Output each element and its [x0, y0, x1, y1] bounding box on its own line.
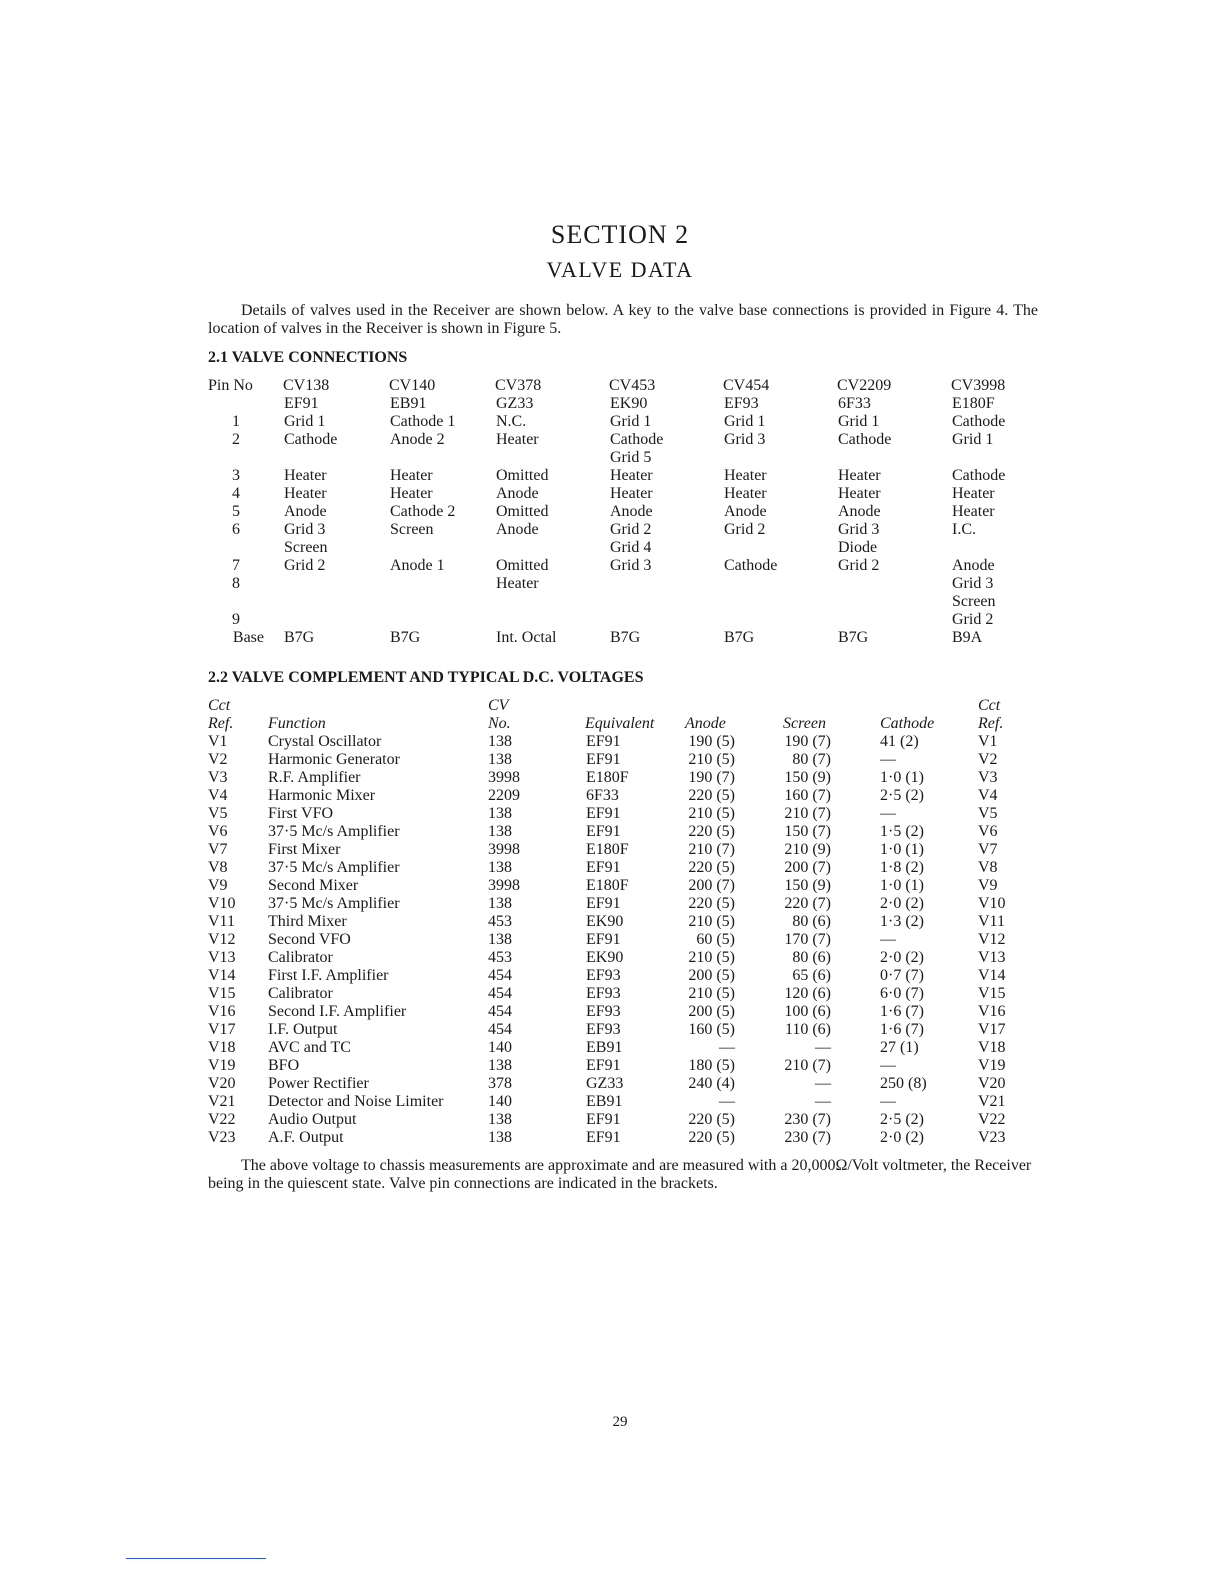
- pin-function: Grid 3: [610, 557, 652, 574]
- valve-equivalent: EK90: [586, 949, 624, 966]
- anode-voltage: 220 (5): [688, 787, 735, 804]
- header-anode: Anode: [685, 715, 726, 732]
- cv-number: 453: [488, 949, 512, 966]
- cct-ref-right: V22: [978, 1111, 1006, 1128]
- pin-function: Heater: [496, 575, 539, 592]
- pin-number: 4: [232, 485, 240, 502]
- valve-function: 37·5 Mc/s Amplifier: [268, 823, 400, 840]
- cct-ref-right: V17: [978, 1021, 1006, 1038]
- valve-equivalent: EF93: [586, 1003, 621, 1020]
- header-no: No.: [488, 715, 511, 732]
- cct-ref-right: V8: [978, 859, 998, 876]
- pin-function: Anode: [724, 503, 767, 520]
- cv-number: 454: [488, 967, 512, 984]
- valve-type-header: 6F33: [838, 395, 871, 412]
- cv-number: 2209: [488, 787, 520, 804]
- valve-function: BFO: [268, 1057, 300, 1074]
- pin-function: Heater: [284, 485, 327, 502]
- cct-ref: V19: [208, 1057, 236, 1074]
- cct-ref-right: V6: [978, 823, 998, 840]
- cv-number: 138: [488, 733, 512, 750]
- valve-function: Harmonic Mixer: [268, 787, 376, 804]
- cct-ref: V1: [208, 733, 228, 750]
- cathode-voltage: 2·0 (2): [880, 1129, 924, 1146]
- cct-ref-right: V3: [978, 769, 998, 786]
- pin-number: 8: [232, 575, 240, 592]
- valve-function: Second VFO: [268, 931, 351, 948]
- anode-voltage: 200 (5): [688, 967, 735, 984]
- screen-voltage: 170 (7): [784, 931, 831, 948]
- cv-number: 138: [488, 751, 512, 768]
- pin-no-header: Pin No: [208, 377, 253, 394]
- cct-ref: V7: [208, 841, 228, 858]
- cv-number: 138: [488, 805, 512, 822]
- pin-function: Grid 2: [610, 521, 652, 538]
- screen-voltage: 230 (7): [784, 1111, 831, 1128]
- cv-number: 3998: [488, 877, 520, 894]
- anode-voltage: —: [719, 1039, 735, 1056]
- cct-ref-right: V13: [978, 949, 1006, 966]
- valve-function: Second I.F. Amplifier: [268, 1003, 407, 1020]
- pin-function: Grid 2: [284, 557, 326, 574]
- pin-function: Anode: [284, 503, 327, 520]
- cathode-voltage: 1·8 (2): [880, 859, 924, 876]
- anode-voltage: 200 (7): [688, 877, 735, 894]
- page-number: 29: [612, 1414, 628, 1430]
- cct-ref-right: V11: [978, 913, 1005, 930]
- cct-ref-right: V10: [978, 895, 1006, 912]
- base-type: B7G: [838, 629, 869, 646]
- valve-type-header: EF91: [284, 395, 319, 412]
- valve-equivalent: EB91: [586, 1039, 623, 1056]
- cv-number: 454: [488, 1003, 512, 1020]
- pin-function: Cathode 2: [390, 503, 456, 520]
- valve-cv-header: CV140: [389, 377, 436, 394]
- pin-function: Cathode: [838, 431, 892, 448]
- screen-voltage: 150 (9): [784, 877, 831, 894]
- cct-ref: V23: [208, 1129, 236, 1146]
- screen-voltage: —: [815, 1039, 831, 1056]
- pin-function: Heater: [952, 485, 995, 502]
- pin-function: Anode 2: [390, 431, 445, 448]
- anode-voltage: 210 (5): [688, 985, 735, 1002]
- cct-ref-right: V19: [978, 1057, 1006, 1074]
- base-type: Int. Octal: [496, 629, 557, 646]
- screen-voltage: 100 (6): [784, 1003, 831, 1020]
- valve-equivalent: EF91: [586, 805, 621, 822]
- valve-equivalent: GZ33: [586, 1075, 624, 1092]
- pin-number: 1: [232, 413, 240, 430]
- valve-function: Calibrator: [268, 985, 333, 1002]
- valve-equivalent: E180F: [586, 841, 629, 858]
- valve-type-header: E180F: [952, 395, 995, 412]
- anode-voltage: 200 (5): [688, 1003, 735, 1020]
- cct-ref: V16: [208, 1003, 236, 1020]
- valve-equivalent: EK90: [586, 913, 624, 930]
- cct-ref: V18: [208, 1039, 236, 1056]
- anode-voltage: 220 (5): [688, 859, 735, 876]
- pin-function: Cathode: [724, 557, 778, 574]
- cathode-voltage: 27 (1): [880, 1039, 919, 1056]
- pin-function: Grid 1: [724, 413, 766, 430]
- cathode-voltage: —: [880, 1057, 896, 1074]
- anode-voltage: 210 (5): [688, 805, 735, 822]
- pin-function: Grid 5: [610, 449, 652, 466]
- cathode-voltage: 2·5 (2): [880, 787, 924, 804]
- valve-equivalent: EF91: [586, 751, 621, 768]
- cct-ref: V13: [208, 949, 236, 966]
- valve-equivalent: EF91: [586, 931, 621, 948]
- pin-function: Heater: [284, 467, 327, 484]
- valve-cv-header: CV454: [723, 377, 770, 394]
- cct-ref-right: V16: [978, 1003, 1006, 1020]
- cathode-voltage: 1·6 (7): [880, 1021, 924, 1038]
- valve-function: First Mixer: [268, 841, 341, 858]
- header-ref: Ref.: [208, 715, 234, 732]
- cv-number: 3998: [488, 841, 520, 858]
- cct-ref: V10: [208, 895, 236, 912]
- pin-function: Grid 2: [838, 557, 880, 574]
- pin-number: 7: [232, 557, 240, 574]
- pin-function: Anode: [952, 557, 995, 574]
- cathode-voltage: —: [880, 805, 896, 822]
- header-ref-right: Ref.: [978, 715, 1004, 732]
- pin-function: Grid 1: [838, 413, 880, 430]
- cathode-voltage: 1·0 (1): [880, 841, 924, 858]
- cct-ref-right: V21: [978, 1093, 1006, 1110]
- pin-function: Anode: [496, 521, 539, 538]
- header-function: Function: [268, 715, 326, 732]
- screen-voltage: 65 (6): [792, 967, 831, 984]
- cct-ref: V22: [208, 1111, 236, 1128]
- screen-voltage: 80 (6): [792, 913, 831, 930]
- pin-function: Grid 4: [610, 539, 652, 556]
- pin-function: Anode: [610, 503, 653, 520]
- cct-ref: V4: [208, 787, 228, 804]
- cct-ref-right: V23: [978, 1129, 1006, 1146]
- valve-type-header: GZ33: [496, 395, 534, 412]
- anode-voltage: 190 (7): [688, 769, 735, 786]
- anode-voltage: 60 (5): [696, 931, 735, 948]
- anode-voltage: 190 (5): [688, 733, 735, 750]
- cathode-voltage: 6·0 (7): [880, 985, 924, 1002]
- valve-equivalent: EF91: [586, 1057, 621, 1074]
- screen-voltage: 190 (7): [784, 733, 831, 750]
- cct-ref-right: V1: [978, 733, 998, 750]
- cct-ref: V5: [208, 805, 228, 822]
- anode-voltage: 220 (5): [688, 895, 735, 912]
- valve-equivalent: 6F33: [586, 787, 619, 804]
- pin-function: Grid 1: [610, 413, 652, 430]
- pin-function: Heater: [952, 503, 995, 520]
- header-cathode: Cathode: [880, 715, 935, 732]
- valve-type-header: EK90: [610, 395, 648, 412]
- cv-number: 378: [488, 1075, 512, 1092]
- valve-connections-heading: 2.1 VALVE CONNECTIONS: [208, 349, 408, 366]
- anode-voltage: 240 (4): [688, 1075, 735, 1092]
- valve-equivalent: EF93: [586, 985, 621, 1002]
- valve-equivalent: EB91: [586, 1093, 623, 1110]
- valve-function: Harmonic Generator: [268, 751, 400, 768]
- valve-function: 37·5 Mc/s Amplifier: [268, 895, 400, 912]
- pin-function: Cathode: [284, 431, 338, 448]
- valve-type-header: EF93: [724, 395, 759, 412]
- cct-ref: V20: [208, 1075, 236, 1092]
- screen-voltage: 80 (6): [792, 949, 831, 966]
- cv-number: 3998: [488, 769, 520, 786]
- header-cct-right: Cct: [978, 697, 1001, 714]
- valve-equivalent: EF91: [586, 859, 621, 876]
- screen-voltage: —: [815, 1075, 831, 1092]
- pin-function: Heater: [724, 485, 767, 502]
- valve-equivalent: E180F: [586, 769, 629, 786]
- anode-voltage: 180 (5): [688, 1057, 735, 1074]
- pin-function: Heater: [610, 467, 653, 484]
- pin-function: I.C.: [952, 521, 976, 538]
- anode-voltage: 210 (5): [688, 949, 735, 966]
- pin-function: Omitted: [496, 503, 549, 520]
- cct-ref-right: V4: [978, 787, 998, 804]
- pin-number: 6: [232, 521, 240, 538]
- pin-function: Heater: [724, 467, 767, 484]
- pin-function: Heater: [610, 485, 653, 502]
- pin-function: Omitted: [496, 467, 549, 484]
- cv-number: 140: [488, 1039, 512, 1056]
- valve-function: Calibrator: [268, 949, 333, 966]
- cct-ref-right: V9: [978, 877, 998, 894]
- screen-voltage: 110 (6): [784, 1021, 831, 1038]
- pin-function: Cathode: [610, 431, 664, 448]
- cct-ref-right: V7: [978, 841, 998, 858]
- pin-function: N.C.: [496, 413, 527, 430]
- cathode-voltage: 2·0 (2): [880, 895, 924, 912]
- cv-number: 138: [488, 859, 512, 876]
- pin-function: Grid 1: [284, 413, 326, 430]
- valve-cv-header: CV453: [609, 377, 656, 394]
- screen-voltage: 120 (6): [784, 985, 831, 1002]
- pin-function: Grid 3: [838, 521, 880, 538]
- cathode-voltage: 1·3 (2): [880, 913, 924, 930]
- anode-voltage: 210 (5): [688, 913, 735, 930]
- pin-function: Heater: [390, 485, 433, 502]
- pin-function: Anode 1: [390, 557, 445, 574]
- cv-number: 454: [488, 985, 512, 1002]
- header-cv: CV: [488, 697, 509, 714]
- cv-number: 138: [488, 895, 512, 912]
- base-type: B7G: [390, 629, 421, 646]
- valve-function: Power Rectifier: [268, 1075, 369, 1092]
- pin-function: Grid 2: [952, 611, 994, 628]
- cathode-voltage: —: [880, 931, 896, 948]
- screen-voltage: 210 (7): [784, 805, 831, 822]
- base-type: B7G: [284, 629, 315, 646]
- cathode-voltage: 1·0 (1): [880, 877, 924, 894]
- pin-function: Grid 2: [724, 521, 766, 538]
- anode-voltage: 160 (5): [688, 1021, 735, 1038]
- valve-equivalent: EF91: [586, 1129, 621, 1146]
- valve-function: Crystal Oscillator: [268, 733, 382, 750]
- cct-ref: V12: [208, 931, 236, 948]
- valve-cv-header: CV3998: [951, 377, 1006, 394]
- anode-voltage: 220 (5): [688, 823, 735, 840]
- pin-function: Screen: [390, 521, 434, 538]
- cathode-voltage: 41 (2): [880, 733, 919, 750]
- valve-equivalent: EF93: [586, 1021, 621, 1038]
- cv-number: 138: [488, 1111, 512, 1128]
- cct-ref-right: V14: [978, 967, 1006, 984]
- pin-number: 3: [232, 467, 240, 484]
- valve-function: 37·5 Mc/s Amplifier: [268, 859, 400, 876]
- cct-ref: V9: [208, 877, 228, 894]
- valve-equivalent: EF91: [586, 733, 621, 750]
- base-label: Base: [232, 629, 264, 646]
- screen-voltage: —: [815, 1093, 831, 1110]
- pin-function: Cathode: [952, 413, 1006, 430]
- cct-ref: V17: [208, 1021, 236, 1038]
- anode-voltage: —: [719, 1093, 735, 1110]
- screen-voltage: 150 (9): [784, 769, 831, 786]
- cv-number: 138: [488, 823, 512, 840]
- cathode-voltage: —: [880, 1093, 896, 1110]
- valve-cv-header: CV378: [495, 377, 542, 394]
- screen-voltage: 210 (7): [784, 1057, 831, 1074]
- measurement-note: The above voltage to chassis measurements are approximate and are measured with a 20,000Ω/Volt voltmeter, the Receiver being in the quiescent state. Valve pin connections are indicated in the brackets.: [208, 1157, 1032, 1192]
- pin-number: 2: [232, 431, 240, 448]
- cathode-voltage: 1·0 (1): [880, 769, 924, 786]
- pin-number: 5: [232, 503, 240, 520]
- cct-ref: V8: [208, 859, 228, 876]
- pin-function: Grid 3: [724, 431, 766, 448]
- cct-ref-right: V2: [978, 751, 998, 768]
- valve-cv-header: CV2209: [837, 377, 892, 394]
- cv-number: 138: [488, 1129, 512, 1146]
- pin-function: Anode: [496, 485, 539, 502]
- footnote-rule: [126, 1558, 266, 1559]
- valve-function: R.F. Amplifier: [268, 769, 361, 786]
- pin-function: Cathode: [952, 467, 1006, 484]
- cathode-voltage: 2·0 (2): [880, 949, 924, 966]
- anode-voltage: 210 (7): [688, 841, 735, 858]
- cathode-voltage: 250 (8): [880, 1075, 927, 1092]
- valve-function: Third Mixer: [268, 913, 347, 930]
- cct-ref-right: V18: [978, 1039, 1006, 1056]
- valve-equivalent: EF91: [586, 823, 621, 840]
- valve-function: I.F. Output: [268, 1021, 338, 1038]
- cathode-voltage: —: [880, 751, 896, 768]
- valve-complement-heading: 2.2 VALVE COMPLEMENT AND TYPICAL D.C. VOLTAGES: [208, 669, 644, 686]
- screen-voltage: 220 (7): [784, 895, 831, 912]
- base-type: B9A: [952, 629, 983, 646]
- header-cct: Cct: [208, 697, 231, 714]
- section-title: SECTION 2: [550, 220, 690, 249]
- pin-function: Cathode 1: [390, 413, 456, 430]
- pin-function: Heater: [390, 467, 433, 484]
- valve-equivalent: E180F: [586, 877, 629, 894]
- pin-function: Grid 3: [284, 521, 326, 538]
- pin-function: Omitted: [496, 557, 549, 574]
- valve-function: First VFO: [268, 805, 334, 822]
- anode-voltage: 220 (5): [688, 1129, 735, 1146]
- pin-function: Heater: [496, 431, 539, 448]
- screen-voltage: 200 (7): [784, 859, 831, 876]
- intro-paragraph: Details of valves used in the Receiver are shown below. A key to the valve base connections is provided in Figure 4. The location of valves in the Receiver is shown in Figure 5.: [208, 302, 1038, 337]
- cv-number: 454: [488, 1021, 512, 1038]
- screen-voltage: 210 (9): [784, 841, 831, 858]
- valve-equivalent: EF93: [586, 967, 621, 984]
- cct-ref-right: V20: [978, 1075, 1006, 1092]
- pin-function: Heater: [838, 485, 881, 502]
- valve-function: A.F. Output: [268, 1129, 344, 1146]
- pin-function: Screen: [952, 593, 996, 610]
- anode-voltage: 220 (5): [688, 1111, 735, 1128]
- valve-function: First I.F. Amplifier: [268, 967, 389, 984]
- pin-number: 9: [232, 611, 240, 628]
- valve-function: Audio Output: [268, 1111, 357, 1128]
- cct-ref-right: V15: [978, 985, 1006, 1002]
- valve-function: AVC and TC: [268, 1039, 351, 1056]
- pin-function: Grid 1: [952, 431, 994, 448]
- cct-ref: V3: [208, 769, 228, 786]
- base-type: B7G: [724, 629, 755, 646]
- cv-number: 453: [488, 913, 512, 930]
- cathode-voltage: 1·5 (2): [880, 823, 924, 840]
- cathode-voltage: 0·7 (7): [880, 967, 924, 984]
- valve-equivalent: EF91: [586, 1111, 621, 1128]
- cct-ref: V15: [208, 985, 236, 1002]
- cathode-voltage: 2·5 (2): [880, 1111, 924, 1128]
- cct-ref-right: V5: [978, 805, 998, 822]
- screen-voltage: 230 (7): [784, 1129, 831, 1146]
- cct-ref-right: V12: [978, 931, 1006, 948]
- cathode-voltage: 1·6 (7): [880, 1003, 924, 1020]
- valve-cv-header: CV138: [283, 377, 330, 394]
- pin-function: Diode: [838, 539, 878, 556]
- pin-function: Heater: [838, 467, 881, 484]
- section-subtitle: VALVE DATA: [546, 257, 694, 282]
- valve-function: Detector and Noise Limiter: [268, 1093, 444, 1110]
- pin-function: Screen: [284, 539, 328, 556]
- cv-number: 138: [488, 931, 512, 948]
- header-screen: Screen: [783, 715, 826, 732]
- cct-ref: V11: [208, 913, 235, 930]
- header-equivalent: Equivalent: [585, 715, 655, 732]
- anode-voltage: 210 (5): [688, 751, 735, 768]
- cct-ref: V2: [208, 751, 228, 768]
- valve-function: Second Mixer: [268, 877, 359, 894]
- pin-function: Grid 3: [952, 575, 994, 592]
- cv-number: 140: [488, 1093, 512, 1110]
- valve-equivalent: EF91: [586, 895, 621, 912]
- valve-type-header: EB91: [390, 395, 427, 412]
- screen-voltage: 80 (7): [792, 751, 831, 768]
- cv-number: 138: [488, 1057, 512, 1074]
- cct-ref: V21: [208, 1093, 236, 1110]
- cct-ref: V14: [208, 967, 236, 984]
- cct-ref: V6: [208, 823, 228, 840]
- screen-voltage: 150 (7): [784, 823, 831, 840]
- pin-function: Anode: [838, 503, 881, 520]
- screen-voltage: 160 (7): [784, 787, 831, 804]
- base-type: B7G: [610, 629, 641, 646]
